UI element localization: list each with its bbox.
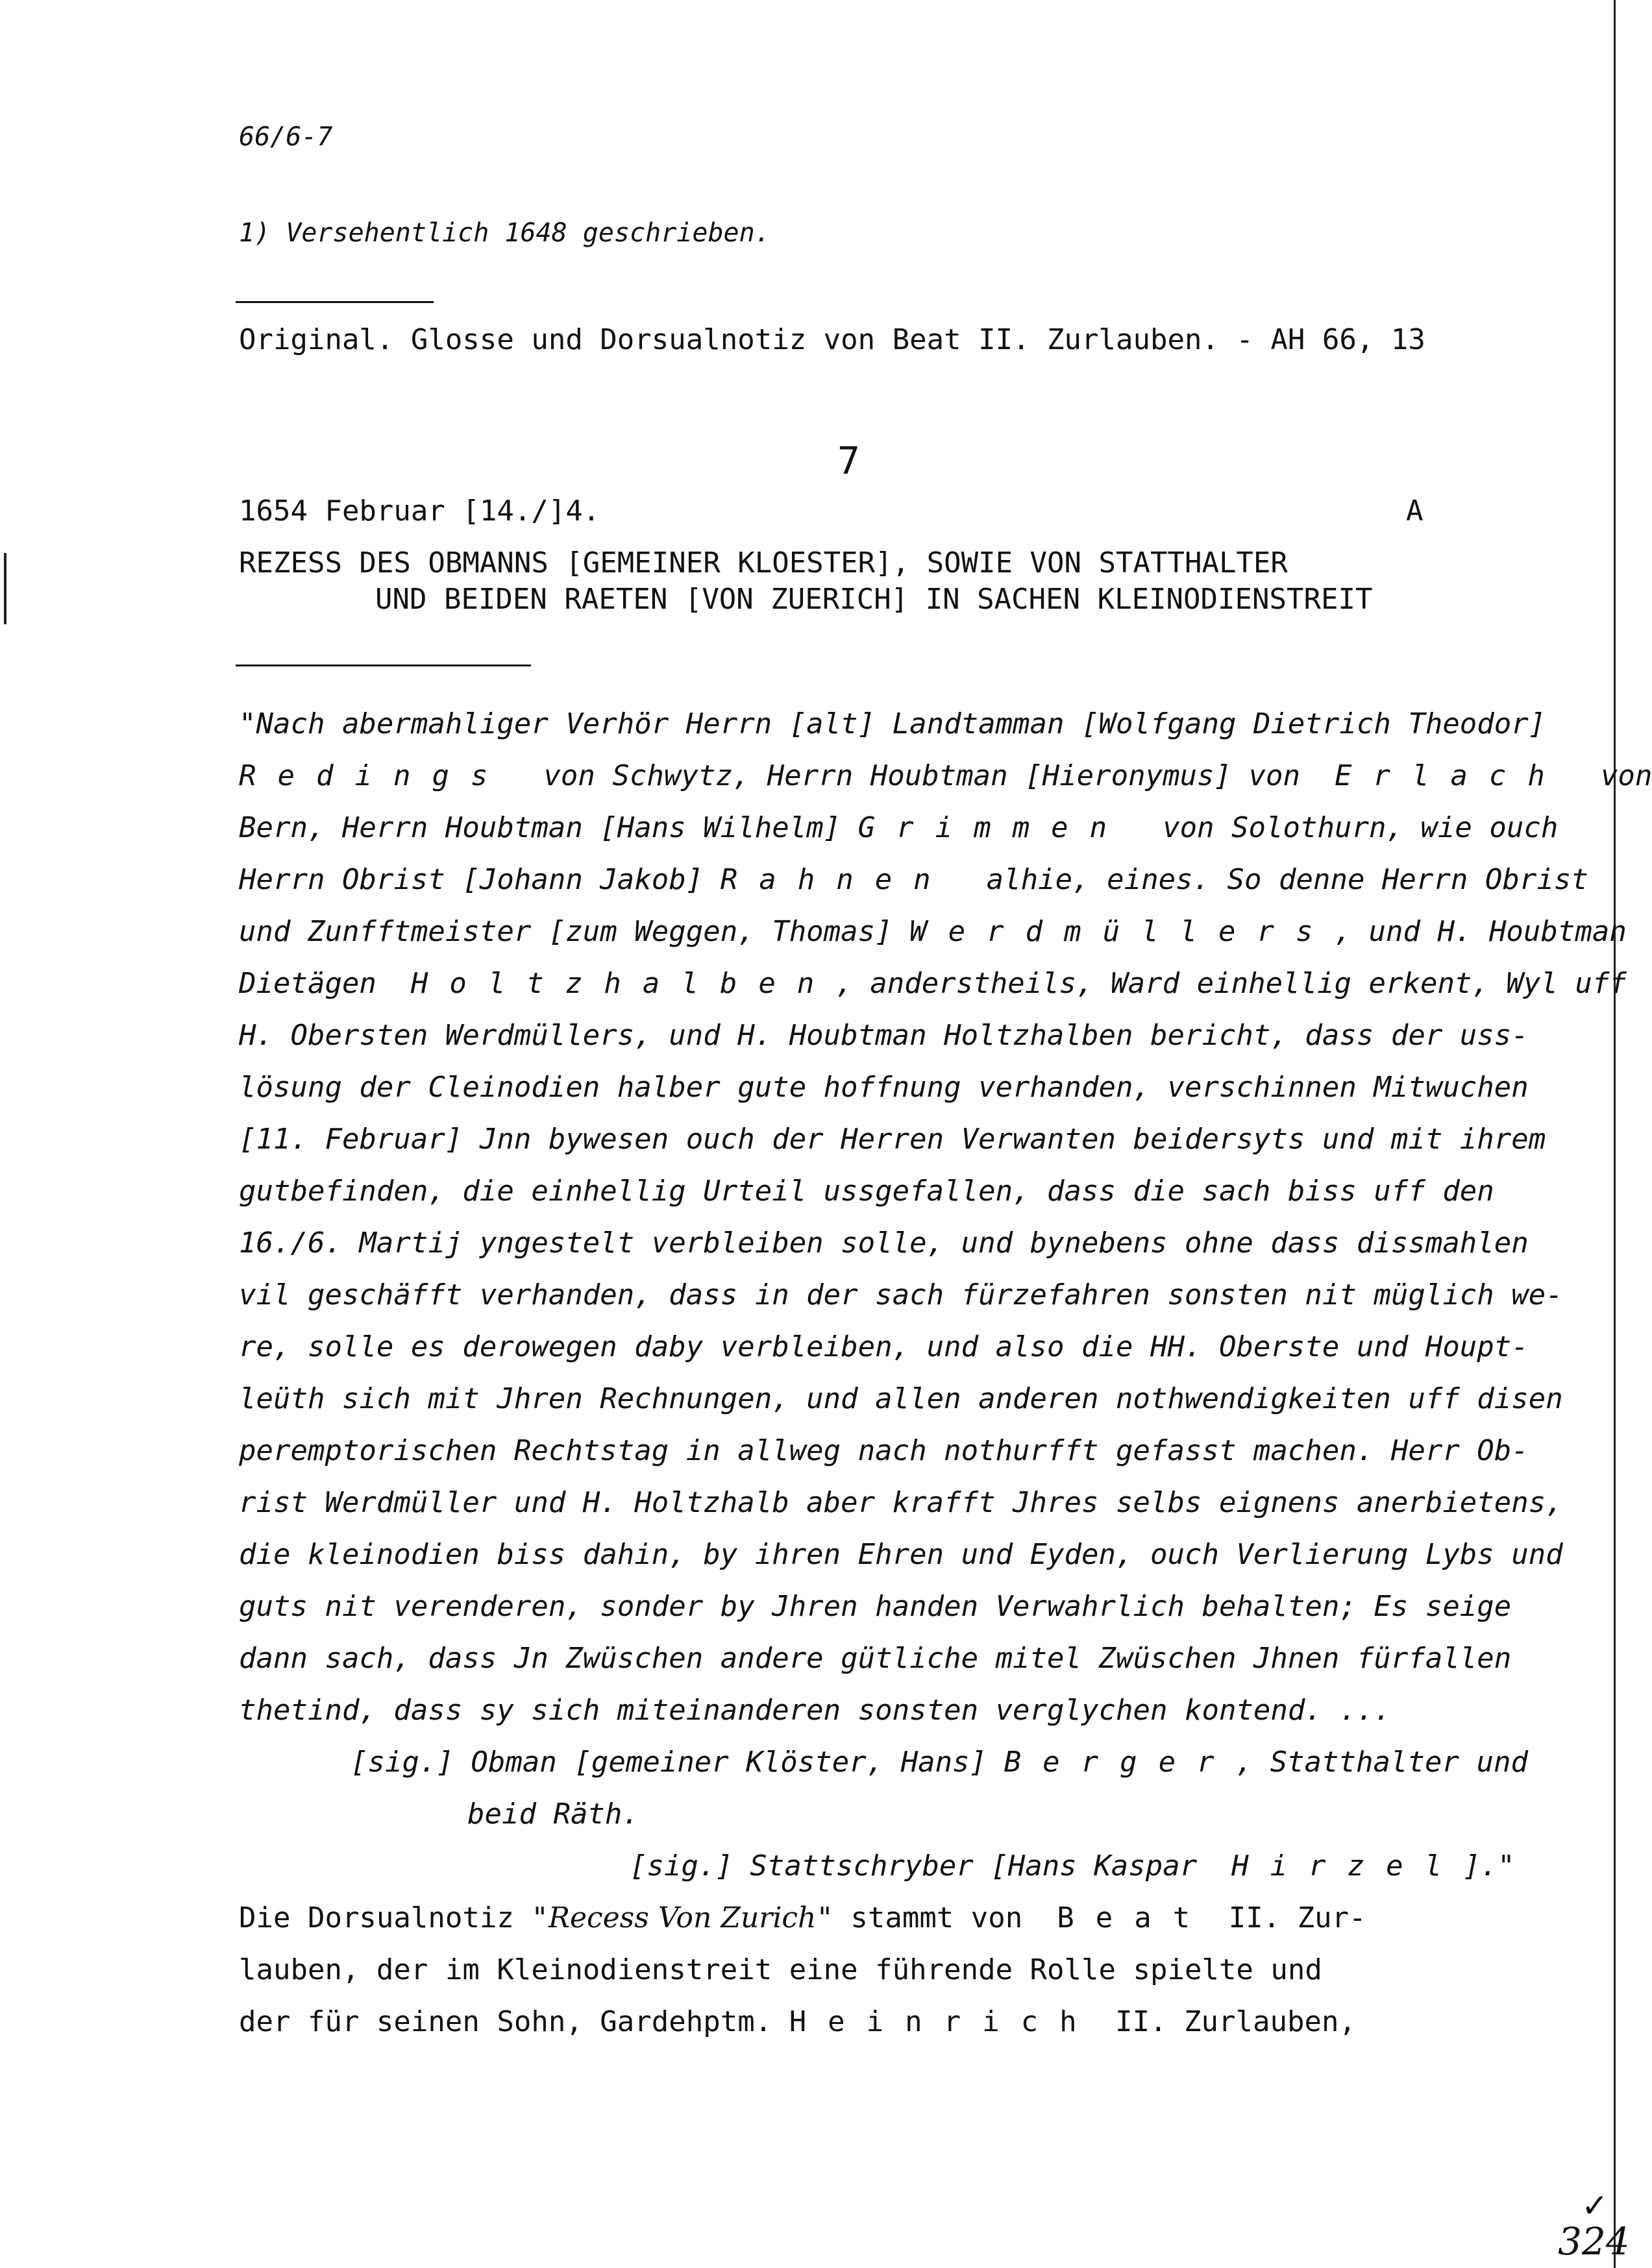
text-span: Herrn Obrist [Johann Jakob] bbox=[239, 863, 721, 896]
text-line: dann sach, dass Jn Zwüschen andere gütliche mitel Zwüschen Jhnen fürfallen bbox=[239, 1642, 1512, 1675]
text-span: II. Zurlauben, bbox=[1098, 2005, 1356, 2038]
text-line: re, solle es derowegen daby verbleiben, und also die HH. Oberste und Houpt- bbox=[239, 1330, 1529, 1363]
text-span: ]." bbox=[1463, 1849, 1515, 1883]
spaced-name: Hirzel bbox=[1231, 1849, 1464, 1883]
entry-number: 7 bbox=[837, 439, 860, 483]
footnote-rule bbox=[236, 301, 434, 303]
text-span: " stammt von bbox=[816, 1901, 1057, 1934]
text-line: lösung der Cleinodien halber gute hoffnung verhanden, verschinnen Mitwuchen bbox=[239, 1071, 1529, 1104]
text-span: alhie, eines. So denne Herrn Obrist bbox=[952, 863, 1588, 896]
document-body bbox=[239, 698, 1652, 2048]
text-span: Bern, Herrn Houbtman [Hans Wilhelm] bbox=[239, 811, 858, 844]
text-line bbox=[239, 802, 1559, 854]
text-line: "Nach abermahliger Verhör Herrn [alt] Landtamman [Wolfgang Dietrich Theodor] bbox=[239, 707, 1546, 740]
entry-title-line-1: REZESS DES OBMANNS [GEMEINER KLOESTER], SOWIE VON STATTHALTER bbox=[239, 546, 1288, 579]
spaced-name: Grimmen bbox=[857, 811, 1129, 844]
spaced-name: Berger bbox=[1004, 1746, 1236, 1779]
text-span: Die Dorsualnotiz " bbox=[239, 1901, 549, 1934]
archive-reference: 66/6-7 bbox=[239, 122, 333, 152]
spaced-name: Redings bbox=[239, 759, 510, 792]
margin-bracket-mark bbox=[0, 553, 6, 624]
text-line: 16./6. Martij yngestelt verbleiben solle, und bynebens ohne dass dissmahlen bbox=[239, 1226, 1529, 1260]
text-line: [11. Februar] Jnn bywesen ouch der Herren Verwanten beidersyts und mit ihrem bbox=[239, 1123, 1546, 1156]
spaced-name: Holtzhalben bbox=[410, 967, 836, 1000]
text-line: H. Obersten Werdmüllers, und H. Houbtman Holtzhalben bericht, dass der uss- bbox=[239, 1019, 1529, 1052]
signature-line bbox=[239, 1737, 1528, 1788]
spaced-name: Beat bbox=[1057, 1901, 1212, 1934]
text-span: Dietägen bbox=[239, 967, 411, 1000]
signature-line bbox=[239, 1840, 1515, 1892]
entry-marker: A bbox=[1406, 494, 1424, 528]
signature-line: beid Räth. bbox=[467, 1798, 639, 1831]
text-line bbox=[239, 854, 1588, 906]
spaced-name: Heinrich bbox=[789, 2005, 1098, 2038]
text-span: und Zunfftmeister [zum Weggen, Thomas] bbox=[239, 915, 910, 948]
footnote: 1) Versehentlich 1648 geschrieben. bbox=[239, 218, 771, 248]
text-line: guts nit verenderen, sonder by Jhren handen Verwahrlich behalten; Es seige bbox=[239, 1590, 1512, 1623]
text-span: von Solothurn, wie ouch bbox=[1128, 811, 1559, 844]
text-span: der für seinen Sohn, Gardehptm. bbox=[239, 2005, 789, 2038]
text-line bbox=[239, 1996, 1511, 2048]
entry-date: 1654 Februar [14./]4. bbox=[239, 494, 600, 528]
source-note: Original. Glosse und Dorsualnotiz von Beat II. Zurlauben. - AH 66, 13 bbox=[239, 323, 1425, 356]
text-span: II. Zur- bbox=[1211, 1901, 1366, 1934]
check-mark-icon: ✓ bbox=[1581, 2187, 1609, 2225]
handwritten-page-number: 324 bbox=[1558, 2219, 1630, 2263]
text-line: peremptorischen Rechtstag in allweg nach nothurfft gefasst machen. Herr Ob- bbox=[239, 1434, 1529, 1467]
text-line: thetind, dass sy sich miteinanderen sonsten verglychen kontend. ... bbox=[239, 1694, 1391, 1727]
title-rule bbox=[236, 665, 531, 666]
entry-title-line-2: UND BEIDEN RAETEN [VON ZUERICH] IN SACHEN KLEINODIENSTREIT bbox=[375, 583, 1373, 616]
text-span: von bbox=[1566, 759, 1652, 792]
spaced-name: Erlach bbox=[1334, 759, 1566, 792]
text-span: [sig.] Stattschryber [Hans Kaspar bbox=[630, 1849, 1232, 1883]
spaced-name: Werdmüllers bbox=[909, 915, 1335, 948]
text-line: leüth sich mit Jhren Rechnungen, und allen anderen nothwendigkeiten uff disen bbox=[239, 1382, 1563, 1415]
text-line: gutbefinden, die einhellig Urteil ussgefallen, dass die sach biss uff den bbox=[239, 1175, 1494, 1208]
text-span: von Schwytz, Herrn Houbtman [Hieronymus] von bbox=[509, 759, 1335, 792]
dorsal-note-quote: Recess Von Zurich bbox=[548, 1901, 817, 1934]
text-line bbox=[239, 958, 1627, 1010]
text-span: , anderstheils, Ward einhellig erkent, Wyl uff bbox=[835, 967, 1627, 1000]
text-line bbox=[239, 906, 1627, 958]
text-line: lauben, der im Kleinodienstreit eine führende Rolle spielte und bbox=[239, 1953, 1322, 1986]
text-span: [sig.] Obman [gemeiner Klöster, Hans] bbox=[351, 1746, 1004, 1779]
text-line bbox=[239, 1892, 1511, 1944]
text-span: , und H. Houbtman bbox=[1334, 915, 1627, 948]
spaced-name: Rahnen bbox=[720, 863, 952, 896]
text-line: rist Werdmüller und H. Holtzhalb aber krafft Jhres selbs eignens anerbietens, bbox=[239, 1486, 1563, 1519]
text-span: , Statthalter und bbox=[1235, 1746, 1528, 1779]
text-line bbox=[239, 750, 1652, 802]
text-line: die kleinodien biss dahin, by ihren Ehren und Eyden, ouch Verlierung Lybs und bbox=[239, 1538, 1563, 1571]
text-line: vil geschäfft verhanden, dass in der sach fürzefahren sonsten nit müglich we- bbox=[239, 1278, 1563, 1311]
